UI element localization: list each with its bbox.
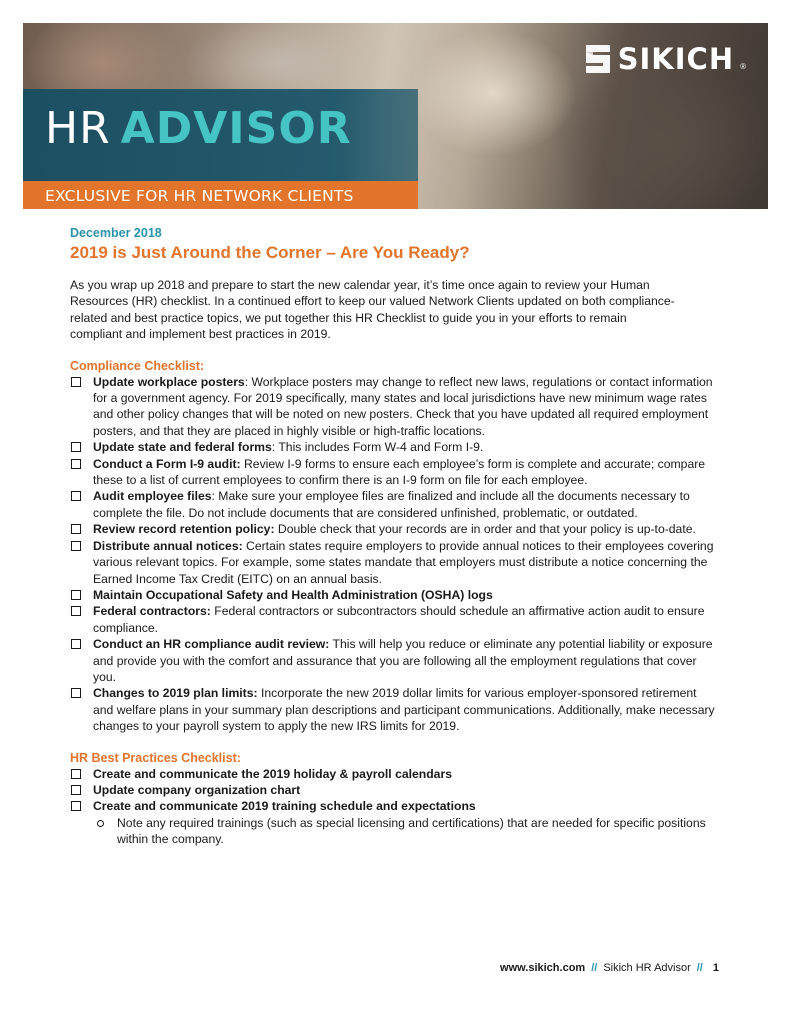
article-body bbox=[70, 225, 720, 848]
intro-paragraph: As you wrap up 2018 and prepare to start the new calendar year, it’s time once again to review your Human Resources (HR) checklist. In a continued effort to keep our valued Network Clients updated on both compliance-related and best practice topics, we put together this HR Checklist to guide you in your efforts to remain compliant and implement best practices in 2019. bbox=[70, 278, 675, 342]
compliance-item-state-federal-forms bbox=[70, 439, 720, 455]
sikich-logo-icon bbox=[584, 43, 612, 75]
item-label: Distribute annual notices: bbox=[93, 538, 243, 553]
compliance-item-osha-logs bbox=[70, 587, 720, 603]
checkbox-icon[interactable] bbox=[71, 688, 81, 698]
checkbox-icon[interactable] bbox=[71, 639, 81, 649]
banner-title-advisor: ADVISOR bbox=[120, 103, 352, 154]
footer-publication: Sikich HR Advisor bbox=[603, 962, 691, 974]
compliance-checklist-title: Compliance Checklist: bbox=[70, 358, 205, 373]
item-label: Maintain Occupational Safety and Health Administration (OSHA) logs bbox=[93, 587, 493, 602]
checkbox-icon[interactable] bbox=[71, 801, 81, 811]
compliance-item-plan-limits bbox=[70, 685, 720, 734]
compliance-item-record-retention bbox=[70, 521, 720, 537]
checkbox-icon[interactable] bbox=[71, 377, 81, 387]
footer-separator: // bbox=[696, 962, 703, 974]
best-practices-checklist-title: HR Best Practices Checklist: bbox=[70, 750, 241, 765]
item-label: Create and communicate 2019 training schedule and expectations bbox=[93, 799, 476, 814]
sikich-logo bbox=[584, 43, 746, 75]
item-label: Changes to 2019 plan limits: bbox=[93, 686, 258, 701]
item-text: Certain states require employers to provide annual notices to their employees covering various relevant topics. For example, some states mandate that employers must distribute a notice concerning the Earned Income Tax Credit (EITC) on an annual basis. bbox=[93, 538, 714, 586]
circle-bullet-icon bbox=[97, 820, 104, 827]
item-label: Create and communicate the 2019 holiday & payroll calendars bbox=[93, 766, 452, 781]
sikich-logo-text: SIKICH bbox=[617, 42, 735, 76]
checkbox-icon[interactable] bbox=[71, 606, 81, 616]
compliance-item-hr-audit-review bbox=[70, 636, 720, 685]
registered-mark: ® bbox=[740, 62, 746, 71]
header-banner bbox=[23, 23, 768, 209]
page-number: 1 bbox=[712, 962, 719, 974]
checkbox-icon[interactable] bbox=[71, 491, 81, 501]
footer-separator: // bbox=[591, 962, 598, 974]
item-label: Review record retention policy: bbox=[93, 522, 275, 537]
compliance-item-workplace-posters bbox=[70, 374, 720, 440]
sub-item-text: Note any required trainings (such as special licensing and certifications) that are needed for specific positions within the company. bbox=[117, 815, 706, 847]
item-label: Update state and federal forms bbox=[93, 440, 272, 455]
compliance-item-federal-contractors bbox=[70, 603, 720, 636]
item-text: : This includes Form W-4 and Form I-9. bbox=[271, 440, 484, 455]
banner-title bbox=[45, 105, 352, 153]
best-practice-item-calendars bbox=[70, 766, 720, 782]
compliance-checklist bbox=[70, 374, 720, 735]
item-label: Update workplace posters bbox=[93, 374, 245, 389]
compliance-item-i9-audit bbox=[70, 456, 720, 489]
best-practice-item-training-schedule bbox=[70, 798, 720, 814]
item-label: Federal contractors: bbox=[93, 604, 211, 619]
footer-url[interactable]: www.sikich.com bbox=[500, 962, 586, 974]
item-text: Federal contractors or subcontractors should schedule an affirmative action audit to ensure compliance. bbox=[93, 604, 705, 635]
checkbox-icon[interactable] bbox=[71, 442, 81, 452]
checkbox-icon[interactable] bbox=[71, 785, 81, 795]
checkbox-icon[interactable] bbox=[71, 590, 81, 600]
checkbox-icon[interactable] bbox=[71, 524, 81, 534]
item-text: : Make sure your employee files are finalized and include all the documents necessary to complete the file. Do not include documents that are considered unfinished, problematic, or outdated. bbox=[93, 489, 690, 520]
item-label: Update company organization chart bbox=[93, 782, 301, 797]
checkbox-icon[interactable] bbox=[71, 541, 81, 551]
compliance-item-annual-notices bbox=[70, 538, 720, 587]
issue-date: December 2018 bbox=[70, 226, 162, 240]
item-text: Double check that your records are in order and that your policy is up-to-date. bbox=[274, 522, 696, 537]
item-text: This will help you reduce or eliminate any potential liability or exposure and provide you with the comfort and assurance that you are following all the employment regulations that cover you. bbox=[93, 637, 713, 684]
item-text: : Workplace posters may change to reflect new laws, regulations or contact information for a government agency. For 2019 specifically, many states and local jurisdictions have new minimum wage rates and other policy changes that will be noted on new posters. Check that you have updated all required employment posters, and that they are placed in highly visible or high-traffic locations. bbox=[93, 374, 713, 438]
item-label: Conduct an HR compliance audit review: bbox=[93, 637, 330, 652]
training-sub-list bbox=[95, 815, 720, 848]
item-text: Review I-9 forms to ensure each employee’s form is complete and accurate; compare these to a list of current employees to confirm there is an I-9 form on file for each employee. bbox=[93, 456, 706, 488]
checkbox-icon[interactable] bbox=[71, 769, 81, 779]
banner-subtitle: EXCLUSIVE FOR HR NETWORK CLIENTS bbox=[45, 187, 354, 205]
item-text: Incorporate the new 2019 dollar limits for various employer-sponsored retirement and welfare plans in your summary plan descriptions and participant communications. Additionally, make necessary changes to your payroll system to apply the new IRS limits for 2019. bbox=[93, 686, 715, 734]
checkbox-icon[interactable] bbox=[71, 459, 81, 469]
item-label: Audit employee files bbox=[93, 489, 212, 504]
article-headline: 2019 is Just Around the Corner – Are You Ready? bbox=[70, 243, 470, 262]
best-practices-checklist bbox=[70, 766, 720, 815]
best-practice-item-org-chart bbox=[70, 782, 720, 798]
training-sub-item bbox=[95, 815, 720, 848]
page-footer bbox=[500, 962, 719, 974]
item-label: Conduct a Form I-9 audit: bbox=[93, 456, 241, 471]
compliance-item-employee-files bbox=[70, 488, 720, 521]
banner-title-hr: HR bbox=[45, 103, 111, 154]
